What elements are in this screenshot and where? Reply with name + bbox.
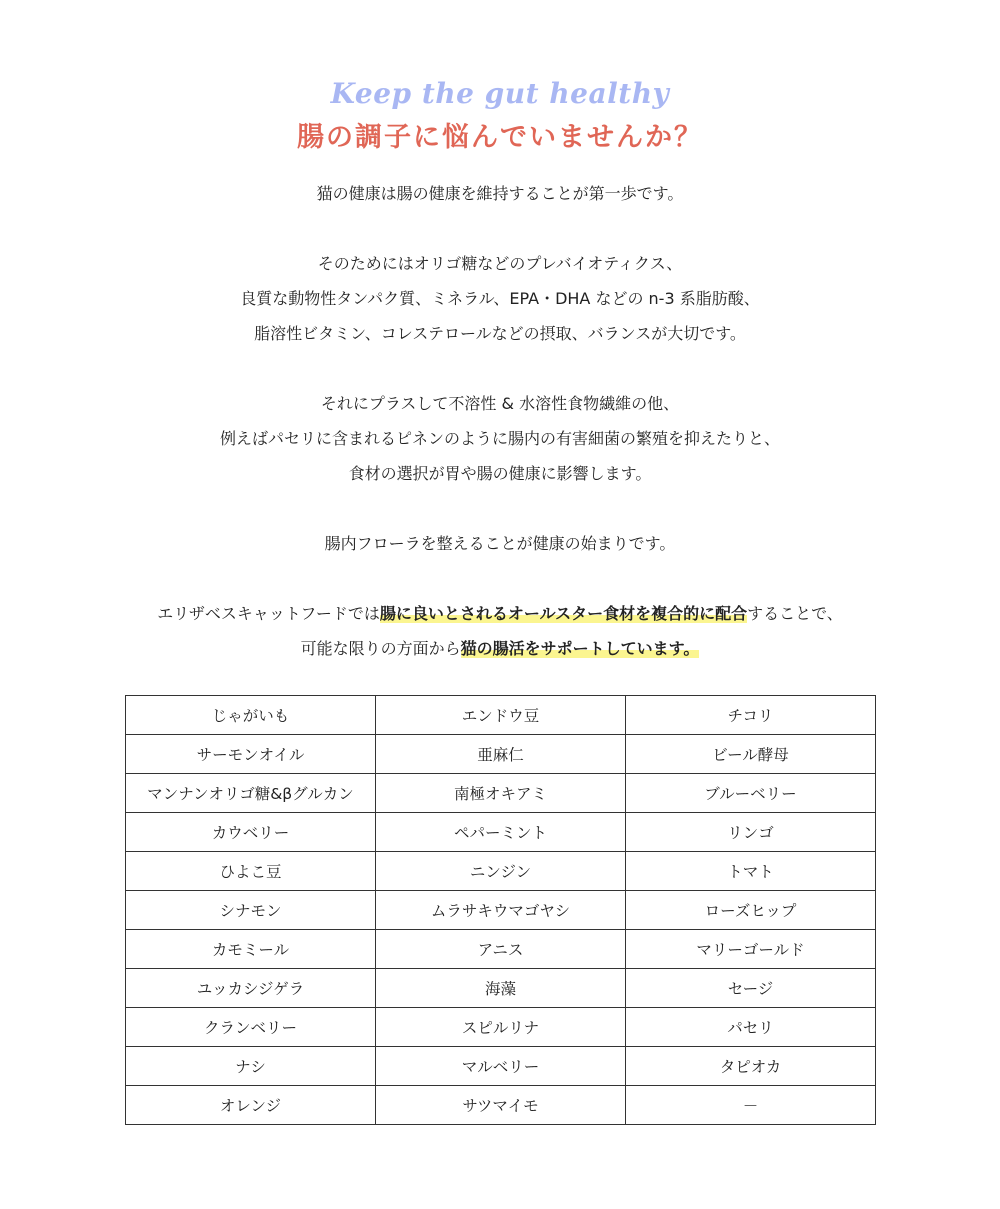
table-cell: ユッカシジゲラ [126, 969, 376, 1008]
table-cell: じゃがいも [126, 696, 376, 735]
text-segment: エリザベスキャットフードでは [157, 604, 380, 623]
table-row [126, 930, 876, 969]
table-cell: カウベリー [126, 813, 376, 852]
table-cell: 海藻 [376, 969, 626, 1008]
highlighted-text: 腸に良いとされるオールスター食材を複合的に配合 [379, 604, 748, 623]
table-row [126, 735, 876, 774]
table-cell: クランベリー [126, 1008, 376, 1047]
paragraph-3-line-3: 食材の選択が胃や腸の健康に影響します。 [348, 464, 652, 483]
english-subtitle: Keep the gut healthy [330, 77, 670, 110]
table-cell: ニンジン [376, 852, 626, 891]
table-cell: マリーゴールド [626, 930, 876, 969]
table-cell: ローズヒップ [626, 891, 876, 930]
table-cell: カモミール [126, 930, 376, 969]
table-cell: ムラサキウマゴヤシ [376, 891, 626, 930]
table-cell: シナモン [126, 891, 376, 930]
table-cell: パセリ [626, 1008, 876, 1047]
highlighted-text: 猫の腸活をサポートしています。 [460, 639, 700, 658]
table-cell: ビール酵母 [626, 735, 876, 774]
table-cell: ナシ [126, 1047, 376, 1086]
table-row [126, 969, 876, 1008]
table-cell: ひよこ豆 [126, 852, 376, 891]
table-row [126, 696, 876, 735]
table-cell: マンナンオリゴ糖&βグルカン [126, 774, 376, 813]
paragraph-4-line-1: 腸内フローラを整えることが健康の始まりです。 [324, 534, 676, 553]
ingredient-table [125, 695, 876, 1125]
table-cell: マルベリー [376, 1047, 626, 1086]
paragraph-5-line-1 [0, 596, 1000, 631]
table-cell: 亜麻仁 [376, 735, 626, 774]
table-cell: サーモンオイル [126, 735, 376, 774]
table-cell: オレンジ [126, 1086, 376, 1125]
table-row [126, 1047, 876, 1086]
table-row [126, 774, 876, 813]
table-cell: ペパーミント [376, 813, 626, 852]
paragraph-2-line-3: 脂溶性ビタミン、コレステロールなどの摂取、バランスが大切です。 [254, 324, 746, 343]
paragraph-2-line-1: そのためにはオリゴ糖などのプレバイオティクス、 [317, 254, 683, 273]
page-header [0, 72, 1000, 160]
table-cell: トマト [626, 852, 876, 891]
table-row [126, 852, 876, 891]
table-cell: 南極オキアミ [376, 774, 626, 813]
intro-text [0, 176, 1000, 666]
table-row [126, 1008, 876, 1047]
table-cell: セージ [626, 969, 876, 1008]
paragraph-3-line-1: それにプラスして不溶性 & 水溶性食物繊維の他、 [320, 394, 680, 413]
page-title: 腸の調子に悩んでいませんか？ [297, 122, 703, 153]
table-row [126, 813, 876, 852]
table-cell: タピオカ [626, 1047, 876, 1086]
table-cell: スピルリナ [376, 1008, 626, 1047]
table-row [126, 1086, 876, 1125]
table-row [126, 891, 876, 930]
table-cell: － [626, 1086, 876, 1125]
table-cell: アニス [376, 930, 626, 969]
paragraph-2-line-2: 良質な動物性タンパク質、ミネラル、EPA・DHA などの n-3 系脂肪酸、 [240, 289, 760, 308]
table-cell: ブルーベリー [626, 774, 876, 813]
text-segment: 可能な限りの方面から [300, 639, 461, 658]
text-segment: することで、 [747, 604, 843, 623]
table-cell: サツマイモ [376, 1086, 626, 1125]
table-cell: チコリ [626, 696, 876, 735]
paragraph-1-line-1: 猫の健康は腸の健康を維持することが第一歩です。 [316, 184, 684, 203]
table-cell: リンゴ [626, 813, 876, 852]
paragraph-3-line-2: 例えばパセリに含まれるピネンのように腸内の有害細菌の繁殖を抑えたりと、 [219, 429, 780, 448]
table-cell: エンドウ豆 [376, 696, 626, 735]
paragraph-5-line-2 [0, 631, 1000, 666]
